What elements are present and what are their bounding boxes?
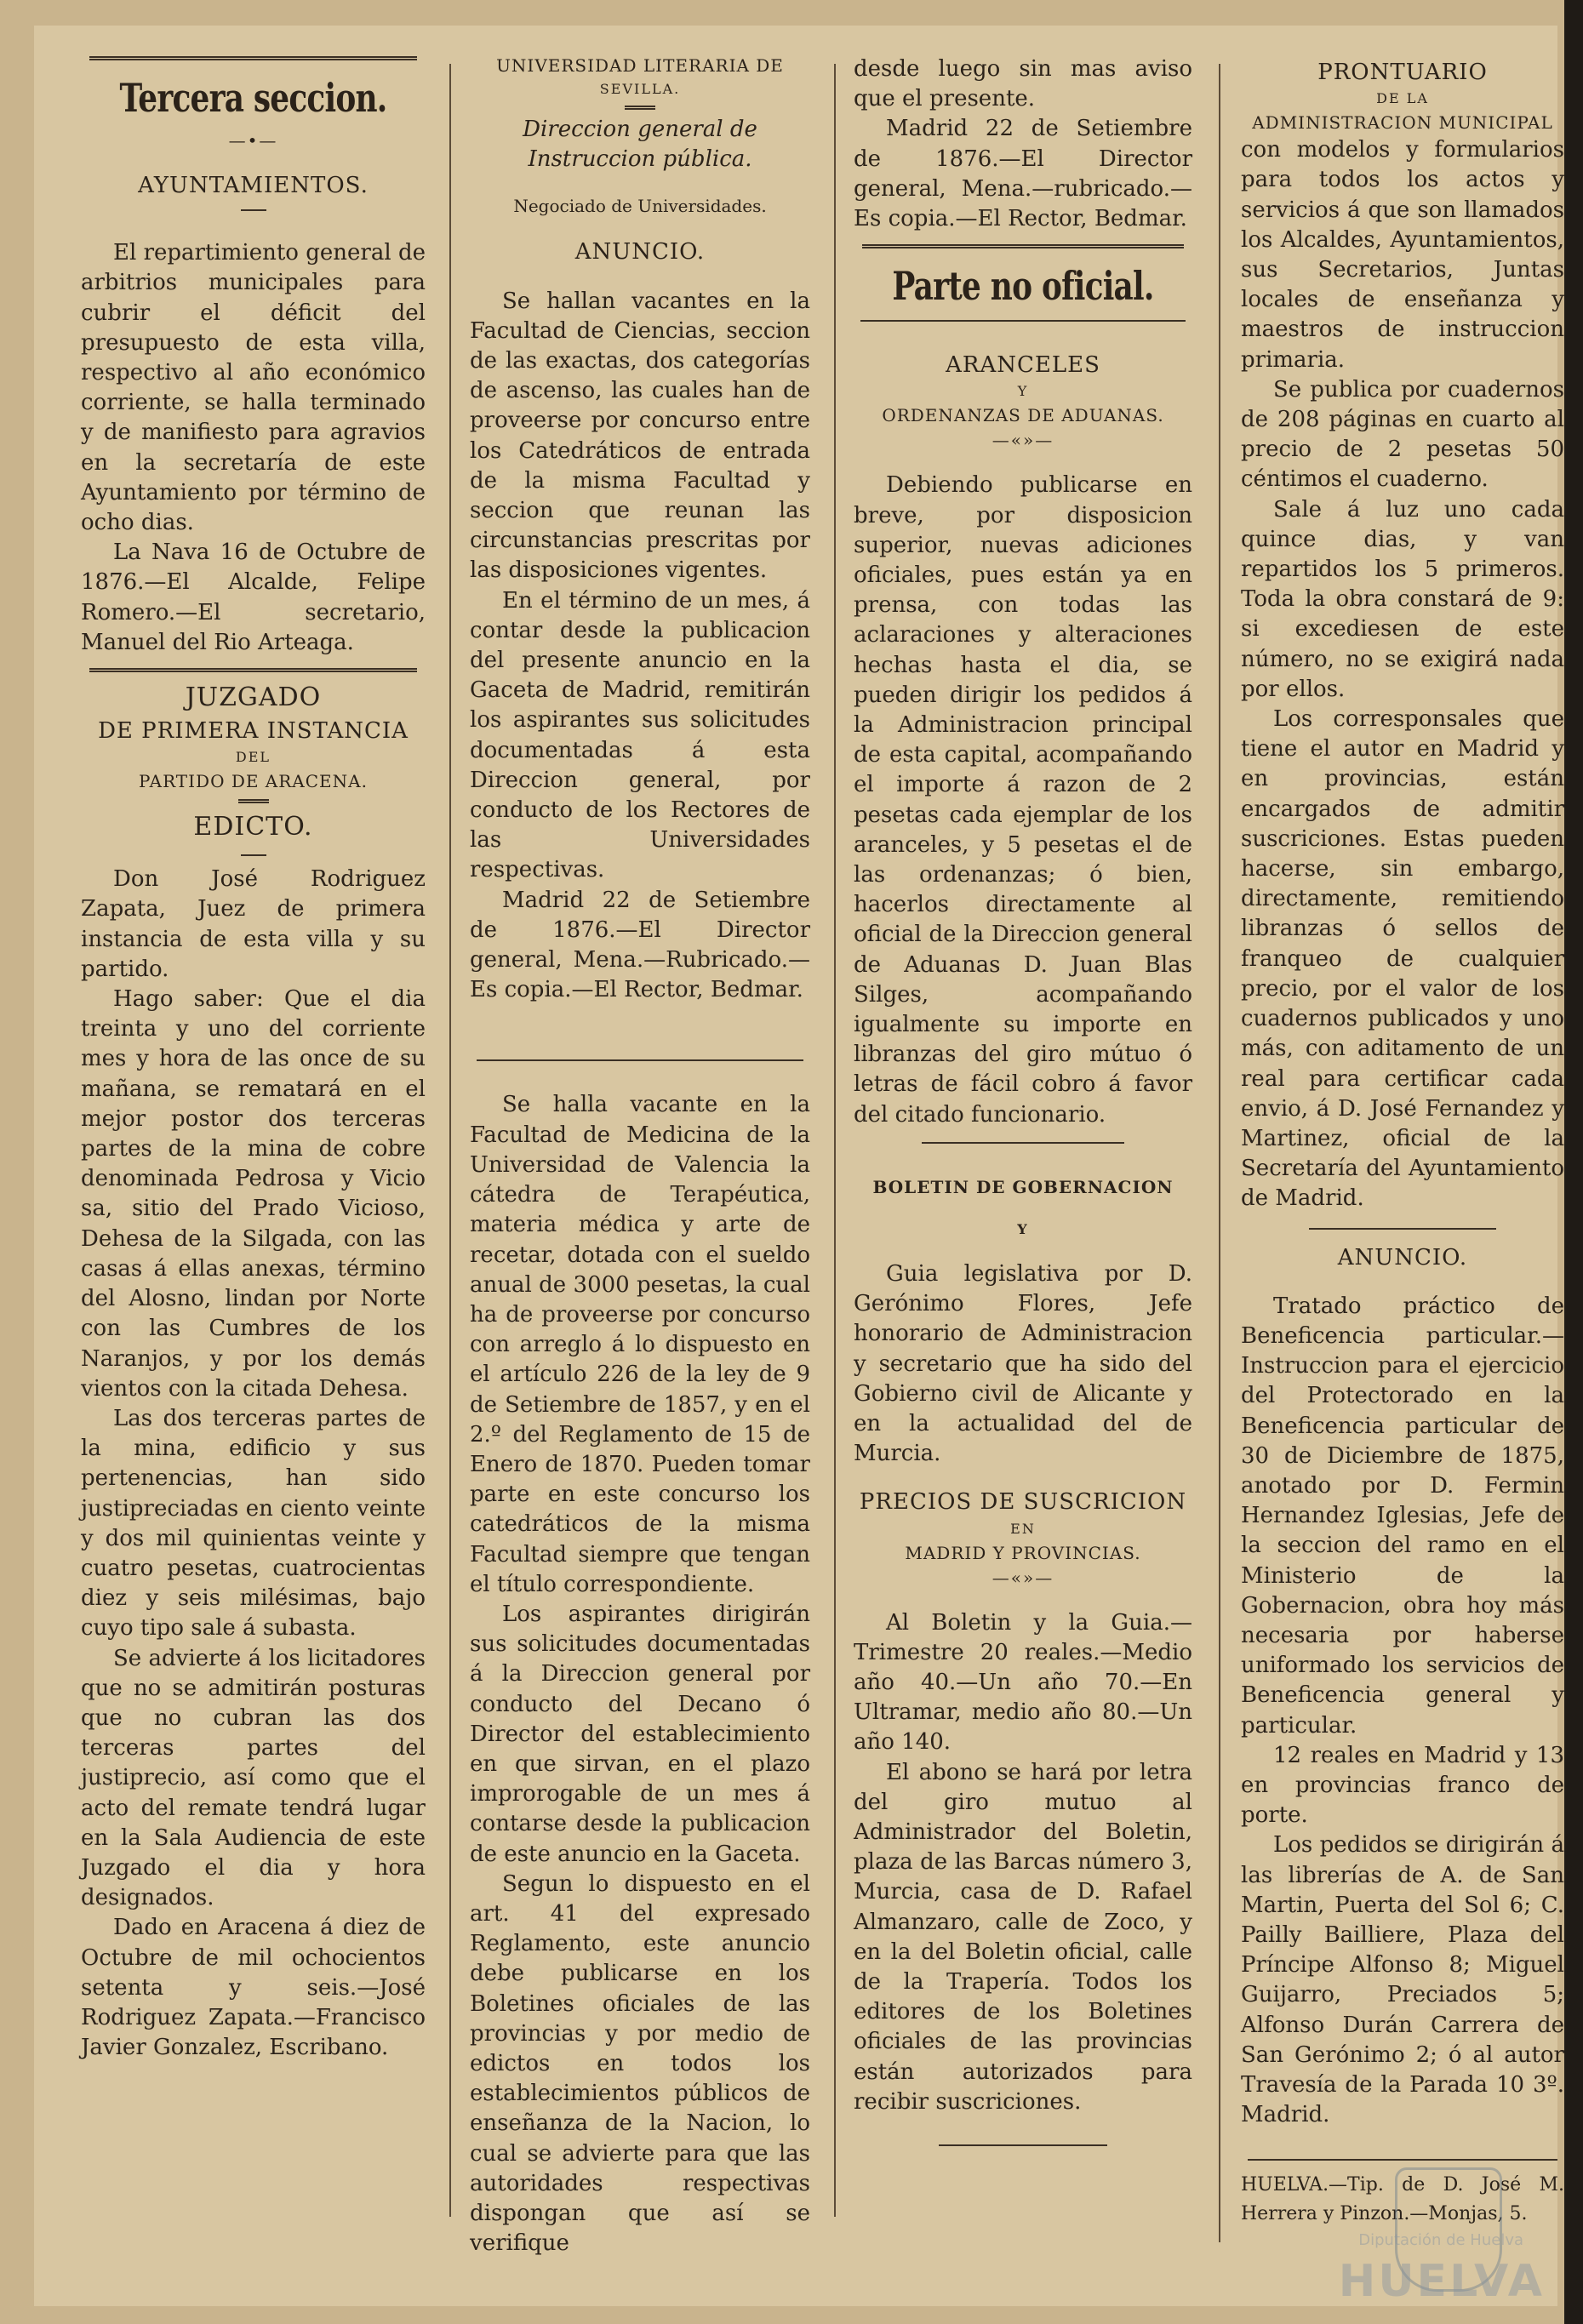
- anuncio-signature: Madrid 22 de Setiembre de 1876.—El Director general, Mena.—Rubricado.—Es copia.—El Rector, Bedmar.: [470, 887, 810, 1003]
- aranceles-y: Y: [1017, 383, 1029, 400]
- university-heading: UNIVERSIDAD LITERARIA DE: [496, 55, 784, 76]
- aranceles-paragraph: Debiendo publicarse en breve, por disposicion superior, nuevas adiciones oficiales, pues están ya en prensa, con todas las aclaraciones y alteraciones hechas hasta el dia, se pueden dirigir los pedidos á la Administracion principal de esta capital, acompañando el importe á razon de 2 pesetas cada ejemplar de los aranceles, y 5 pesetas el de las ordenanzas; ó bien, hacerlos directamente al oficial de la Direccion general de Aduanas D. Juan Blas Silges, acompañando igualmente su importe en libranzas del giro mútuo ó letras de fácil cobro á favor del citado funcionario.: [854, 472, 1192, 1128]
- divider: [1309, 1228, 1496, 1230]
- vacante-paragraph: Los aspirantes dirigirán sus solicitudes documentadas á la Direccion general por conducto del Decano ó Director del establecimiento en que sirvan, en el plazo improrogable de un mes á contarse desde la publicacion de este anuncio en la Gaceta.: [470, 1601, 810, 1867]
- column-4: [1241, 26, 1564, 2281]
- juzgado-subheading: PARTIDO DE ARACENA.: [139, 771, 368, 792]
- divider: [939, 2144, 1107, 2146]
- prontuario-paragraph: Se publica por cuadernos de 208 páginas en cuarto al precio de 2 pesetas 50 céntimos el cuaderno.: [1241, 376, 1564, 493]
- negociado-heading: Negociado de Universidades.: [513, 196, 767, 217]
- anuncio-paragraph: Los pedidos se dirigirán á las librerías de A. de San Martin, Puerta del Sol 6; C. Pailly Bailliere, Plaza del Príncipe Alfonso 8; Miguel Guijarro, Preciados 5; Alfonso Durán Carrera de San Gerónimo 2; ó al autor Travesía de la Parada 10 3º. Madrid.: [1241, 1832, 1564, 2128]
- prontuario-heading: PRONTUARIO: [1317, 60, 1488, 85]
- edicto-paragraph: Don José Rodriguez Zapata, Juez de primera instancia de esta villa y su partido.: [81, 866, 426, 982]
- prontuario-subheading: ADMINISTRACION MUNICIPAL: [1252, 112, 1553, 134]
- anuncio-heading: ANUNCIO.: [1337, 1244, 1468, 1270]
- vacante-paragraph: Se halla vacante en la Facultad de Medicina de la Universidad de Valencia la cátedra de Terapéutica, materia médica y arte de recetar, dotada con el sueldo anual de 3000 pesetas, la cual ha de proveerse por concurso con arreglo á lo dispuesto en el artículo 226 de la ley de 9 de Setiembre de 1857, y en el 2.º del Reglamento de 15 de Enero de 1870. Pueden tomar parte en este concurso los catedráticos de la misma Facultad siempre que tengan el título correspondiente.: [470, 1092, 810, 1597]
- boletin-heading: BOLETIN DE GOBERNACION: [872, 1176, 1174, 1197]
- precios-subheading: MADRID Y PROVINCIAS.: [905, 1542, 1141, 1563]
- prontuario-de-la: DE LA: [1376, 90, 1429, 107]
- ayuntamientos-signature: La Nava 16 de Octubre de 1876.—El Alcalde, Felipe Romero.—El secretario, Manuel del Rio Arteaga.: [81, 540, 426, 655]
- continued-signature: Madrid 22 de Setiembre de 1876.—El Director general, Mena.—rubricado.—Es copia.—El Rector, Bedmar.: [854, 116, 1192, 232]
- precios-heading: PRECIOS DE SUSCRICION: [859, 1489, 1187, 1516]
- divider: [1248, 2159, 1557, 2161]
- divider: [89, 668, 417, 674]
- edicto-paragraph: Las dos terceras partes de la mina, edificio y sus pertenencias, han sido justipreciadas en ciento veinte y dos mil quinientas veinte y cuatro pesetas, cuatrocientas diez y seis milésimas, bajo cuyo tipo sale á subasta.: [81, 1405, 426, 1642]
- divider: [860, 320, 1186, 322]
- precios-en: EN: [1010, 1520, 1036, 1537]
- ayuntamientos-text: El repartimiento general de arbitrios municipales para cubrir el déficit del presupuesto de esta villa, respectivo al año económico corriente, se halla terminado y de manifiesto para agravios en la secretaría de este Ayuntamiento por término de ocho dias.: [81, 240, 426, 536]
- divider: [238, 799, 269, 803]
- column-rule: [834, 64, 836, 2217]
- watermark-subtext: Diputación de Huelva: [1358, 2231, 1523, 2249]
- divider: [862, 244, 1184, 250]
- prontuario-paragraph: con modelos y formularios para todos los actos y servicios á que son llamados los Alcaldes, Ayuntamientos, sus Secretarios, Juntas locales de enseñanza y maestros de instruccion primaria.: [1241, 137, 1564, 373]
- city-heading: SEVILLA.: [599, 81, 681, 97]
- section-title: Tercera seccion.: [119, 75, 387, 121]
- boletin-paragraph: Guia legislativa por D. Gerónimo Flores, Jefe honorario de Administracion y secretario que ha sido del Gobierno civil de Alicante y en la actualidad del de Murcia.: [854, 1260, 1192, 1467]
- ayuntamientos-heading: AYUNTAMIENTOS.: [138, 173, 369, 198]
- column-2: [470, 26, 810, 2281]
- ornament: —•—: [228, 130, 278, 151]
- aranceles-heading: ARANCELES: [946, 352, 1100, 379]
- juzgado-subheading: DE PRIMERA INSTANCIA: [98, 718, 409, 745]
- direccion-heading: Direccion general de Instruccion pública.: [523, 117, 757, 173]
- column-rule: [1219, 64, 1220, 2242]
- precios-paragraph: Al Boletin y la Guia.—Trimestre 20 reales.—Medio año 40.—Un año 70.—En Ultramar, medio año 80.—Un año 140.: [854, 1609, 1192, 1756]
- top-rule: [89, 56, 417, 62]
- imprint: HUELVA.—Tip. de D. José M. Herrera y Pinzon.—Monjas, 5.: [1241, 2174, 1564, 2225]
- anuncio-paragraph: 12 reales en Madrid y 13 en provincias franco de porte.: [1241, 1742, 1564, 1829]
- anuncio-paragraph: Se hallan vacantes en la Facultad de Ciencias, seccion de las exactas, dos categorías de ascenso, las cuales han de proveerse por concurso entre los Catedráticos de entrada de la misma Facultad y seccion que reunan las circunstancias prescritas por las disposiciones vigentes.: [470, 288, 810, 584]
- juzgado-heading: JUZGADO: [185, 682, 322, 713]
- juzgado-subheading: DEL: [235, 749, 271, 766]
- anuncio-paragraph: En el término de un mes, á contar desde la publicacion del presente anuncio en la Gaceta de Madrid, remitirán los aspirantes sus solicitudes documentadas á esta Direccion general, por conducto de los Rectores de las Universidades respectivas.: [470, 587, 810, 883]
- parte-no-oficial-title: Parte no oficial.: [892, 263, 1154, 310]
- boletin-y: Y: [1017, 1220, 1029, 1237]
- ornament: —«»—: [992, 1567, 1054, 1588]
- divider: [477, 1059, 803, 1061]
- page-edge: [1564, 0, 1583, 2324]
- watermark-text: HUELVA: [1338, 2256, 1545, 2307]
- anuncio-paragraph: Tratado práctico de Beneficencia particular.—Instruccion para el ejercicio del Protectorado en la Beneficencia particular de 30 de Diciembre de 1875, anotado por D. Fermin Hernandez Iglesias, Jefe de la seccion del ramo en el Ministerio de la Gobernacion, obra hoy más necesaria por haberse uniformado los servicios de Beneficencia general y particular.: [1241, 1293, 1564, 1739]
- prontuario-paragraph: Los corresponsales que tiene el autor en Madrid y en provincias, están encargados de admitir suscriciones. Estas pueden hacerse, sin embargo, directamente, remitiendo libranzas ó sellos de franqueo de cualquier precio, por el valor de los cuadernos publicados y uno más, con aditamento de un real para certificar cada envio, á D. José Fernandez y Martinez, oficial de la Secretaría del Ayuntamiento de Madrid.: [1241, 706, 1564, 1212]
- edicto-paragraph: Hago saber: Que el dia treinta y uno del corriente mes y hora de las once de su mañana, se rematará en el mejor postor dos terceras partes de la mina de cobre denominada Pedrosa y Vicio sa, sitio del Prado Vicioso, Dehesa de la Silgada, con las casas á ellas anexas, término del Alosno, lindan por Norte con las Cumbres de los Naranjos, y por los demás vientos con la citada Dehesa.: [81, 986, 426, 1402]
- vacante-paragraph: Segun lo dispuesto en el art. 41 del expresado Reglamento, este anuncio debe publicarse en los Boletines oficiales de las provincias y por medio de edictos en todos los establecimientos públicos de enseñanza de la Nacion, lo cual se advierte para que las autoridades respectivas dispongan que así se verifique: [470, 1870, 810, 2257]
- edicto-heading: EDICTO.: [193, 812, 313, 842]
- divider: [241, 854, 266, 856]
- column-3: [854, 26, 1192, 2281]
- divider: [922, 1142, 1124, 1144]
- column-rule: [449, 64, 451, 2217]
- column-1: [81, 26, 426, 2281]
- divider: [241, 209, 266, 211]
- prontuario-paragraph: Sale á luz uno cada quince dias, y van repartidos los 5 primeros. Toda la obra constará de 9: si excediesen de este número, no se exigirá nada por ellos.: [1241, 496, 1564, 702]
- anuncio-heading: ANUNCIO.: [574, 239, 706, 266]
- precios-paragraph: El abono se hará por letra del giro mutuo al Administrador del Boletin, plaza de las Barcas número 3, Murcia, casa de D. Rafael Almanzaro, calle de Zoco, y en la del Boletin oficial, calle de la Trapería. Todos los editores de los Boletines oficiales de las provincias están autorizados para recibir suscriciones.: [854, 1759, 1192, 2115]
- continued-text: desde luego sin mas aviso que el presente.: [854, 56, 1192, 112]
- aranceles-subheading: ORDENANZAS DE ADUANAS.: [882, 405, 1164, 426]
- edicto-paragraph: Se advierte á los licitadores que no se admitirán posturas que no cubran las dos terceras partes del justiprecio, así como que el acto del remate tendrá lugar en la Sala Audiencia de este Juzgado el dia y hora designados.: [81, 1645, 426, 1911]
- divider: [625, 106, 655, 110]
- edicto-paragraph: Dado en Aracena á diez de Octubre de mil ochocientos setenta y seis.—José Rodriguez Zapata.—Francisco Javier Gonzalez, Escribano.: [81, 1915, 426, 2061]
- ornament: —«»—: [992, 430, 1054, 451]
